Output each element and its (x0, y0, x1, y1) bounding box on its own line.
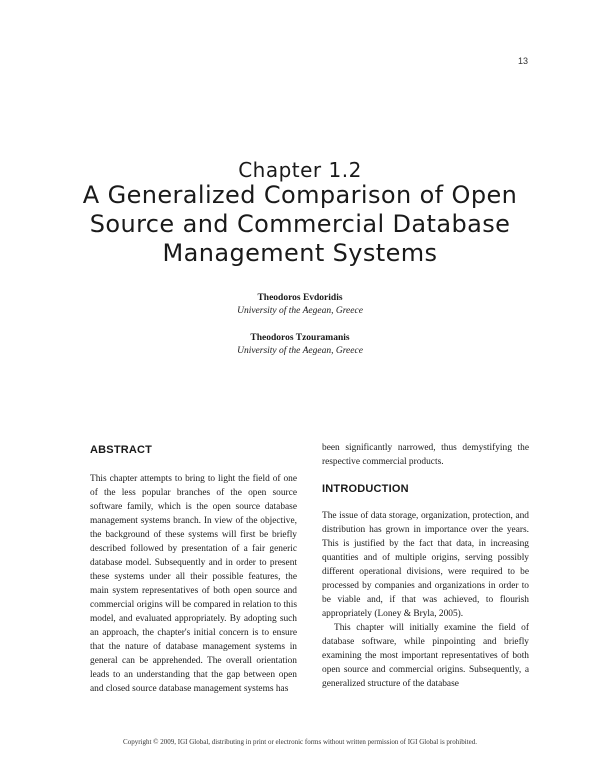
abstract-continuation: been significantly narrowed, thus demystifying the respective commercial products. (322, 443, 529, 467)
introduction-paragraph-1: The issue of data storage, organization, protection, and distribution has grown in importance over the years. This is justified by the fact that data, in increasing quantities and of multiple origins, serving possibly different operational divisions, were required to be processed by companies and organizations in order to be viable and, if that was achieved, to flourish appropriately (Loney & Bryla, 2005). (322, 511, 529, 619)
author-name: Theodoros Tzouramanis (250, 333, 350, 343)
author-name: Theodoros Evdoridis (257, 293, 343, 303)
chapter-label: Chapter 1.2 (238, 158, 362, 182)
author-block (0, 292, 600, 318)
introduction-heading: INTRODUCTION (322, 483, 409, 495)
abstract-heading: ABSTRACT (90, 444, 153, 456)
right-column (322, 441, 529, 691)
author-affiliation: University of the Aegean, Greece (237, 306, 363, 316)
chapter-title: A Generalized Comparison of Open Source and Commercial Database Management Systems (82, 181, 518, 267)
introduction-paragraph-2: This chapter will initially examine the field of database software, while pinpointing and briefly examining the most important representatives of both open source and commercial origins. Subsequently, a generalized structure of the database (322, 623, 529, 689)
copyright-notice: Copyright © 2009, IGI Global, distributing in print or electronic forms without written permission of IGI Global is prohibited. (123, 738, 477, 746)
abstract-text: This chapter attempts to bring to light the field of one of the less popular branches of the open source software family, which is the open source database management systems branch. In view of the objective, the background of these systems will first be briefly described followed by presentation of a fair generic database model. Subsequently and in order to present these systems under all their possible features, the main system representatives of both open source and commercial origins will be compared in relation to this model, and evaluated appropriately. By adopting such an approach, the chapter's initial concern is to ensure that the nature of database management systems in general can be apprehended. The overall orientation leads to an understanding that the gap between open and closed source database management systems has (90, 474, 297, 694)
left-column (90, 441, 297, 696)
author-affiliation: University of the Aegean, Greece (237, 346, 363, 356)
page-number: 13 (518, 56, 529, 66)
author-block (0, 332, 600, 358)
